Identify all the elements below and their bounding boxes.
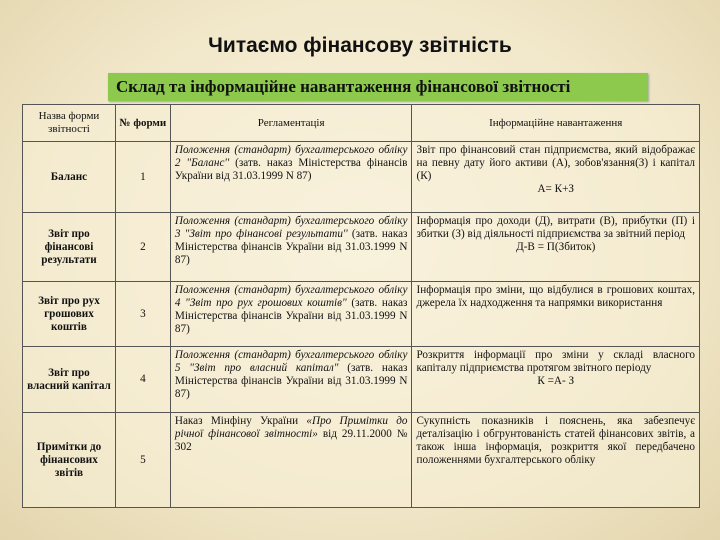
table-row (23, 413, 700, 508)
regulation (170, 413, 412, 508)
regulation-details: (затв. наказ Міністерства фінансів України від 31.03.1999 N 87) (174, 157, 408, 182)
regulation-details: (затв. наказ Міністерства фінансів України від 31.03.1999 N 87) (174, 297, 408, 335)
form-name: Звіт про рух грошових коштів (23, 282, 116, 347)
table-caption-banner: Склад та інформаційне навантаження фінансової звітності (108, 73, 648, 101)
info-load (412, 213, 700, 282)
regulation-details: (затв. наказ Міністерства фінансів України від 31.03.1999 N 87) (174, 362, 408, 400)
form-name: Звіт про власний капітал (23, 347, 116, 413)
regulation (170, 282, 412, 347)
header-form-number: № форми (115, 105, 170, 142)
header-form-name: Назва форми звітності (23, 105, 116, 142)
table-row (23, 142, 700, 213)
regulation-details: (затв. наказ Міністерства фінансів України від 31.03.1999 N 87) (174, 228, 408, 266)
form-name: Баланс (23, 142, 116, 213)
regulation (170, 347, 412, 413)
regulation-prefix: Наказ Мінфіну України (174, 415, 307, 427)
info-load (412, 347, 700, 413)
form-number: 1 (115, 142, 170, 213)
info-text: Інформація про доходи (Д), витрати (В), прибутки (П) і збитки (З) від діяльності підприємства за звітний період (416, 215, 695, 240)
info-load (412, 282, 700, 347)
form-number: 3 (115, 282, 170, 347)
table-row (23, 347, 700, 413)
page-title: Читаємо фінансову звітність (208, 34, 512, 57)
header-row (23, 105, 700, 142)
financial-statements-table (22, 104, 700, 508)
info-text: Розкриття інформації про зміни у складі власного капіталу підприємства протягом звітного періоду (416, 349, 695, 374)
info-text: Звіт про фінансовий стан підприємства, який відображає на певну дату його активи (А), зобов'язання(З) і капітал (К) (416, 144, 695, 182)
info-text: Інформація про зміни, що відбулися в грошових коштах, джерела їх надходження та напрямки використання (416, 284, 695, 309)
info-load (412, 142, 700, 213)
regulation-title: Положення (стандарт) бухгалтерського обліку 2 "Баланс'' (174, 144, 408, 169)
regulation (170, 142, 412, 213)
form-number: 2 (115, 213, 170, 282)
info-load (412, 413, 700, 508)
regulation-title: Положення (стандарт) бухгалтерського обліку 4 "Звіт про рух грошових коштів" (174, 284, 408, 309)
header-info-load: Інформаційне навантаження (412, 105, 700, 142)
form-name: Примітки до фінансових звітів (23, 413, 116, 508)
info-text: Сукупність показників і пояснень, яка забезпечує деталізацію і обгрунтованість статей фінансових звітів, а також інша інформація, розкриття якої передбачено положеннями бухгалтерського обліку (416, 415, 695, 466)
regulation-title: Положення (стандарт) бухгалтерського обліку 3 "Звіт про фінансові результати'' (174, 215, 408, 240)
regulation (170, 213, 412, 282)
table-row (23, 213, 700, 282)
form-name: Звіт про фінансові результати (23, 213, 116, 282)
regulation-title: Положення (стандарт) бухгалтерського обліку 5 "Звіт про власний капітал" (174, 349, 408, 374)
formula: Д-В = П(Збиток) (516, 241, 596, 253)
formula: К =А- З (537, 375, 575, 387)
table-row (23, 282, 700, 347)
formula: А= К+З (537, 183, 575, 195)
form-number: 5 (115, 413, 170, 508)
regulation-details: від 29.11.2000 № 302 (174, 428, 408, 453)
form-number: 4 (115, 347, 170, 413)
regulation-title: «Про Примітки до річної фінансової звітності» (174, 415, 408, 440)
header-regulation: Регламентація (170, 105, 412, 142)
